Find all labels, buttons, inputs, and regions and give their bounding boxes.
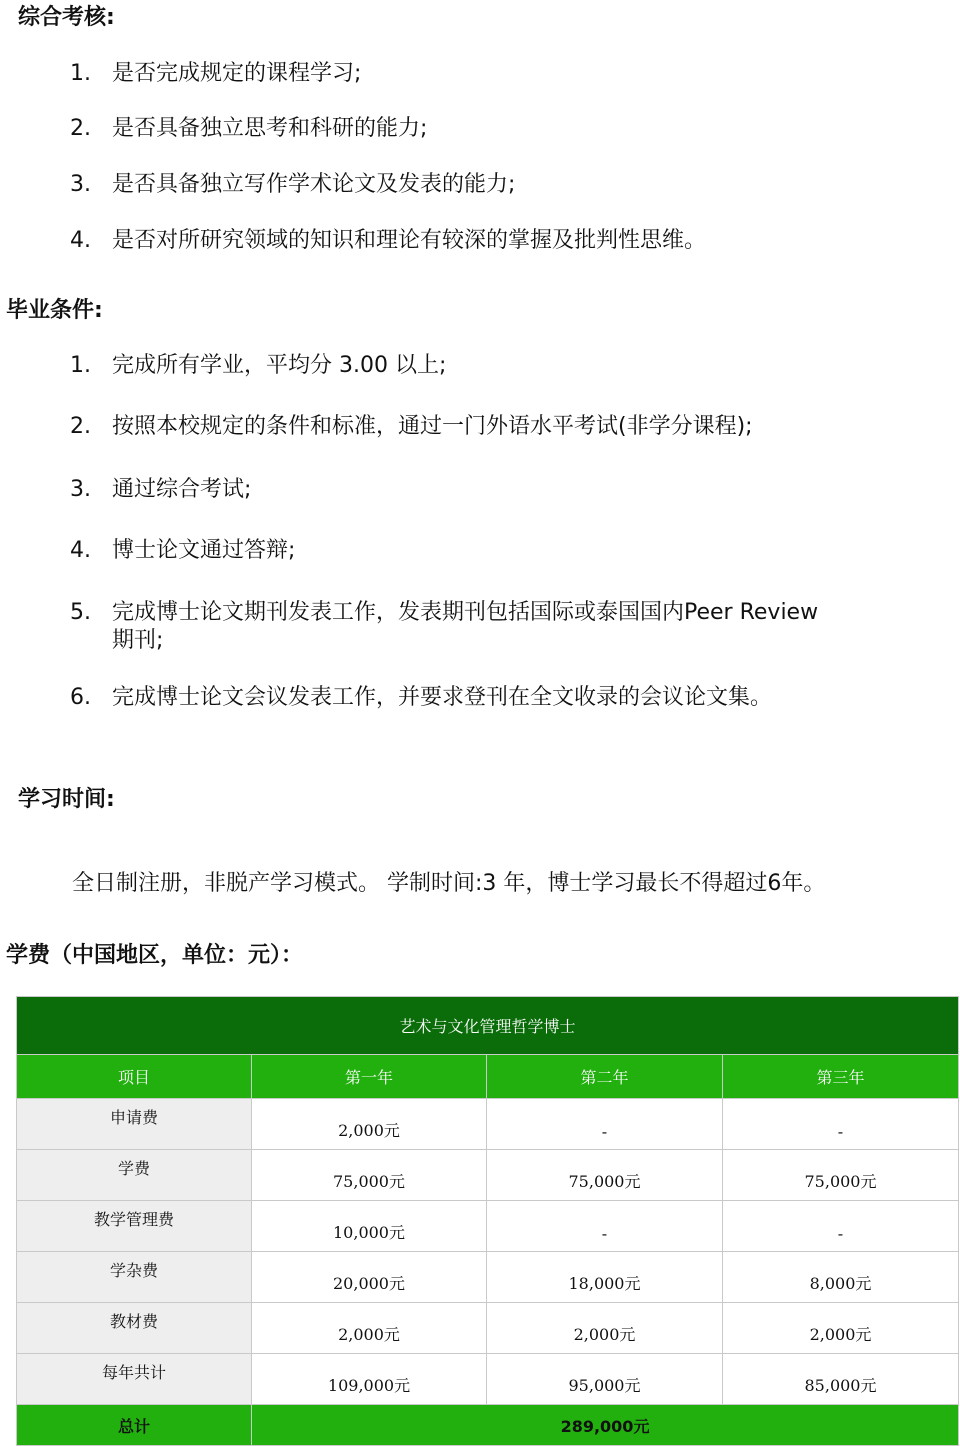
cell-value: 2,000元	[723, 1303, 959, 1354]
list-text: 是否对所研究领域的知识和理论有较深的掌握及批判性思维。	[112, 228, 707, 253]
list-number: 6.	[70, 685, 91, 710]
row-label: 学费	[17, 1150, 252, 1201]
cell-value: -	[723, 1099, 959, 1150]
table-title-row	[17, 997, 959, 1055]
list-item	[70, 476, 852, 504]
row-label: 申请费	[17, 1099, 252, 1150]
list-number: 4.	[70, 228, 91, 253]
list-text: 完成博士论文期刊发表工作，发表期刊包括国际或泰国国内Peer Review期刊;	[112, 600, 819, 653]
list-item	[70, 227, 852, 255]
cell-value: 75,000元	[487, 1150, 723, 1201]
row-label: 每年共计	[17, 1354, 252, 1405]
list-number: 4.	[70, 538, 91, 563]
exam-heading: 综合考核:	[18, 5, 115, 30]
list-item	[70, 171, 852, 199]
list-number: 1.	[70, 61, 91, 86]
list-text: 通过综合考试;	[112, 477, 252, 502]
cell-value: 2,000元	[252, 1303, 487, 1354]
list-item	[70, 537, 852, 565]
total-label: 总计	[17, 1405, 252, 1446]
cell-value: 2,000元	[252, 1099, 487, 1150]
total-value: 289,000元	[252, 1405, 959, 1446]
table-row	[17, 1354, 959, 1405]
list-item	[70, 352, 852, 380]
table-row	[17, 1150, 959, 1201]
header-year3: 第三年	[723, 1055, 959, 1099]
table-row	[17, 1252, 959, 1303]
tuition-heading: 学费（中国地区，单位：元）：	[6, 943, 304, 968]
graduation-heading: 毕业条件:	[6, 298, 103, 323]
row-label: 教学管理费	[17, 1201, 252, 1252]
row-label: 学杂费	[17, 1252, 252, 1303]
header-item: 项目	[17, 1055, 252, 1099]
table-row	[17, 1201, 959, 1252]
table-row	[17, 1099, 959, 1150]
list-item	[70, 60, 852, 88]
list-text: 完成博士论文会议发表工作，并要求登刊在全文收录的会议论文集。	[112, 685, 773, 710]
cell-value: 8,000元	[723, 1252, 959, 1303]
list-number: 5.	[70, 600, 91, 625]
list-number: 1.	[70, 353, 91, 378]
list-number: 2.	[70, 116, 91, 141]
list-text: 是否具备独立思考和科研的能力;	[112, 116, 428, 141]
cell-value: -	[487, 1201, 723, 1252]
list-number: 3.	[70, 477, 91, 502]
cell-value: -	[487, 1099, 723, 1150]
study-time-text: 全日制注册，非脱产学习模式。 学制时间:3 年，博士学习最长不得超过6年。	[72, 871, 826, 896]
list-item	[70, 413, 852, 441]
list-item	[70, 599, 832, 655]
list-text: 按照本校规定的条件和标准，通过一门外语水平考试(非学分课程);	[112, 414, 753, 439]
list-text: 完成所有学业，平均分 3.00 以上;	[112, 353, 447, 378]
cell-value: 109,000元	[252, 1354, 487, 1405]
header-year2: 第二年	[487, 1055, 723, 1099]
list-text: 是否完成规定的课程学习;	[112, 61, 362, 86]
cell-value: 95,000元	[487, 1354, 723, 1405]
table-total-row	[17, 1405, 959, 1446]
row-label: 教材费	[17, 1303, 252, 1354]
tuition-table	[16, 996, 959, 1446]
list-text: 是否具备独立写作学术论文及发表的能力;	[112, 172, 516, 197]
cell-value: 2,000元	[487, 1303, 723, 1354]
list-item	[70, 684, 852, 712]
cell-value: 75,000元	[252, 1150, 487, 1201]
list-text: 博士论文通过答辩;	[112, 538, 296, 563]
list-number: 3.	[70, 172, 91, 197]
table-header-row	[17, 1055, 959, 1099]
table-row	[17, 1303, 959, 1354]
study-time-heading: 学习时间:	[18, 787, 115, 812]
table-title: 艺术与文化管理哲学博士	[17, 997, 959, 1055]
cell-value: 10,000元	[252, 1201, 487, 1252]
header-year1: 第一年	[252, 1055, 487, 1099]
cell-value: 18,000元	[487, 1252, 723, 1303]
cell-value: 20,000元	[252, 1252, 487, 1303]
list-number: 2.	[70, 414, 91, 439]
list-item	[70, 115, 852, 143]
cell-value: -	[723, 1201, 959, 1252]
cell-value: 85,000元	[723, 1354, 959, 1405]
cell-value: 75,000元	[723, 1150, 959, 1201]
